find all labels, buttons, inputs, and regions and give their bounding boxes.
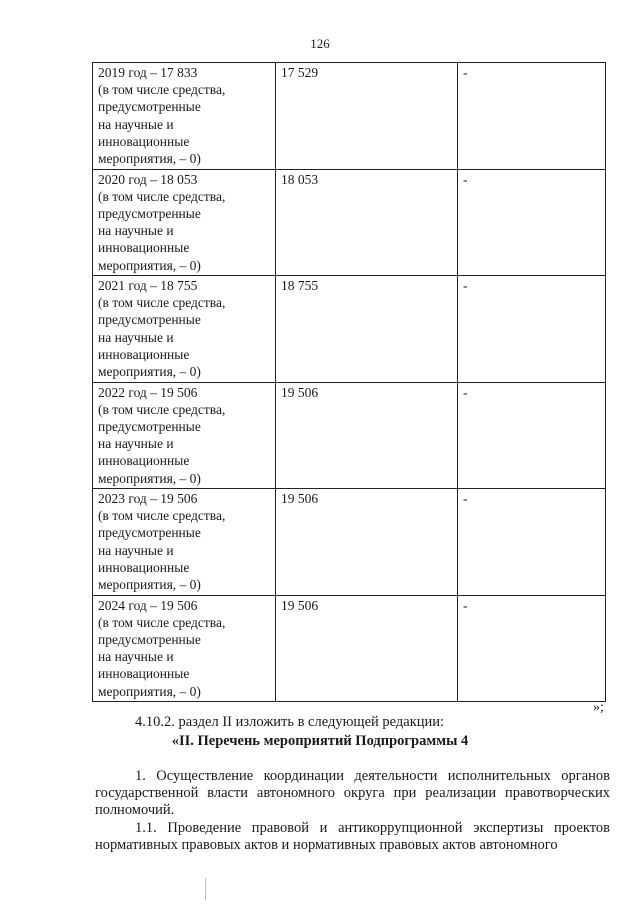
year-note-line: мероприятия, – 0): [98, 577, 201, 593]
year-note-line: мероприятия, – 0): [98, 151, 201, 167]
year-total-line: 2024 год – 19 506: [98, 597, 198, 613]
year-note-line: (в том числе средства,: [98, 82, 226, 98]
year-note-line: инновационные: [98, 453, 190, 469]
year-note-line: на научные и: [98, 223, 174, 239]
year-note-line: на научные и: [98, 542, 174, 558]
year-note-line: на научные и: [98, 329, 174, 345]
amount-cell: 18 755: [276, 276, 458, 383]
year-note-line: (в том числе средства,: [98, 295, 226, 311]
year-note-line: мероприятия, – 0): [98, 364, 201, 380]
table-row: [93, 63, 606, 170]
year-note-line: предусмотренные: [98, 418, 201, 434]
note-cell: -: [458, 276, 606, 383]
amount-cell: 19 506: [276, 382, 458, 489]
year-note-line: (в том числе средства,: [98, 508, 226, 524]
year-total-line: 2023 год – 19 506: [98, 491, 198, 506]
paragraph-1: 1. Осуществление координации деятельности исполнительных органов государственной власти автономного округа при реализации правотворческих полномочий.: [95, 768, 610, 818]
year-total-line: 2019 год – 17 833: [98, 65, 198, 80]
year-total-line: 2022 год – 19 506: [98, 384, 198, 400]
table-row: [93, 595, 606, 702]
year-funding-cell: [93, 489, 276, 596]
year-note-line: предусмотренные: [98, 205, 201, 221]
note-cell: -: [458, 595, 606, 702]
year-note-line: (в том числе средства,: [98, 614, 226, 630]
year-note-line: предусмотренные: [98, 312, 201, 328]
year-total-line: 2021 год – 18 755: [98, 278, 198, 293]
closing-quote: »;: [593, 700, 604, 715]
amount-cell: 18 053: [276, 169, 458, 276]
note-cell: -: [458, 63, 606, 170]
year-note-line: мероприятия, – 0): [98, 257, 201, 273]
year-funding-cell: [93, 276, 276, 383]
year-note-line: мероприятия, – 0): [98, 470, 201, 486]
amount-cell: 19 506: [276, 489, 458, 596]
amount-cell: 19 506: [276, 595, 458, 702]
note-cell: -: [458, 382, 606, 489]
year-note-line: (в том числе средства,: [98, 188, 226, 204]
financing-table-body: [93, 63, 606, 702]
amount-cell: 17 529: [276, 63, 458, 170]
year-note-line: инновационные: [98, 559, 190, 575]
year-funding-cell: [93, 595, 276, 702]
note-cell: -: [458, 489, 606, 596]
amendment-instruction: 4.10.2. раздел II изложить в следующей редакции:: [135, 714, 445, 730]
year-note-line: на научные и: [98, 649, 174, 665]
table-row: [93, 276, 606, 383]
year-total-line: 2020 год – 18 053: [98, 171, 198, 187]
year-note-line: предусмотренные: [98, 631, 201, 647]
year-note-line: инновационные: [98, 133, 190, 149]
section-heading: «II. Перечень мероприятий Подпрограммы 4: [171, 733, 469, 749]
year-note-line: предусмотренные: [98, 525, 201, 541]
paragraph-1-1: 1.1. Проведение правовой и антикоррупционной экспертизы проектов нормативных правовых актов и нормативных правовых актов автономного: [95, 820, 610, 853]
table-row: [93, 382, 606, 489]
table-row: [93, 489, 606, 596]
year-note-line: мероприятия, – 0): [98, 683, 201, 699]
year-note-line: (в том числе средства,: [98, 401, 226, 417]
year-note-line: инновационные: [98, 666, 190, 682]
scan-artifact-line: [205, 878, 206, 900]
year-funding-cell: [93, 169, 276, 276]
year-funding-cell: [93, 63, 276, 170]
page-number: 126: [310, 36, 330, 51]
year-funding-cell: [93, 382, 276, 489]
financing-table: [92, 62, 606, 702]
year-note-line: инновационные: [98, 240, 190, 256]
table-row: [93, 169, 606, 276]
year-note-line: предусмотренные: [98, 99, 201, 115]
year-note-line: на научные и: [98, 116, 174, 132]
note-cell: -: [458, 169, 606, 276]
year-note-line: на научные и: [98, 436, 174, 452]
year-note-line: инновационные: [98, 346, 190, 362]
